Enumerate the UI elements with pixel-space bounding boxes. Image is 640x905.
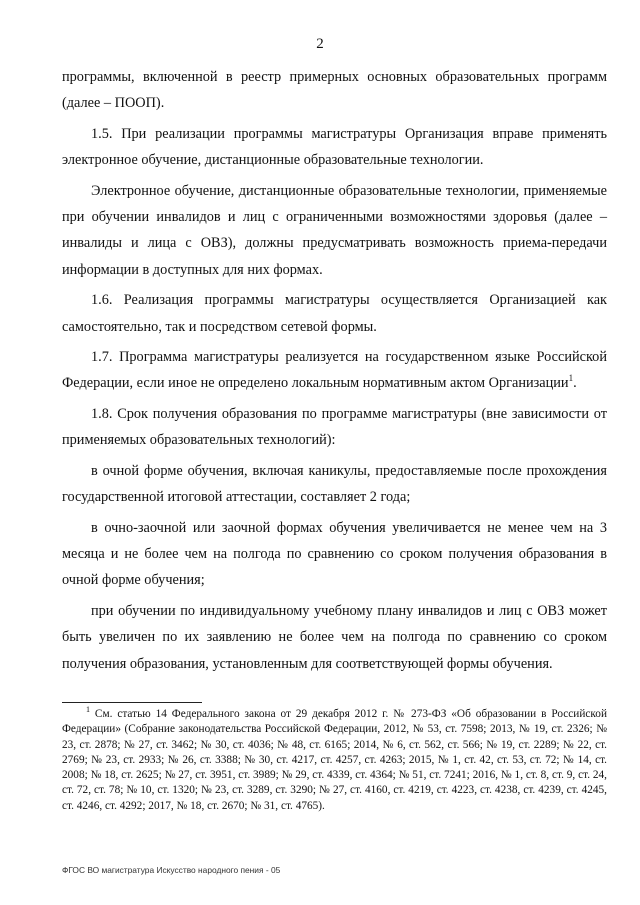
document-body: [62, 64, 607, 681]
footnote-reference[interactable]: 1: [568, 373, 574, 384]
paragraph-1-7: [62, 344, 607, 397]
paragraph-distance-learning: Электронное обучение, дистанционные образовательные технологии, применяемые при обучении инвалидов и лиц с ограниченными возможностями здоровья (далее – инвалиды и лица с ОВЗ), должны предусматривать возможность приема-передачи информации в доступных для них формах.: [62, 182, 607, 278]
paragraph-1-7-text: 1.7. Программа магистратуры реализуется на государственном языке Российской Федерации, если иное не определено локальным нормативным актом Организации: [62, 349, 607, 392]
footnote-marker: 1: [86, 705, 90, 714]
footnote-text: См. статью 14 Федерального закона от 29 декабря 2012 г. № 273-ФЗ «Об образовании в Российской Федерации» (Собрание законодательства Российской Федерации, 2012, № 53, ст. 7598; 2013, № 19, ст. 2326; № 23, ст. 2878; № 27, ст. 3462; № 30, ст. 4036; № 48, ст. 6165; 2014, № 6, ст. 562, ст. 566; № 19, ст. 2289; № 22, ст. 2769; № 23, ст. 2933; № 26, ст. 3388; № 30, ст. 4217, ст. 4257, ст. 4263; 2015, № 1, ст. 42, ст. 53, ст. 72; № 14, ст. 2008; № 18, ст. 2625; № 27, ст. 3951, ст. 3989; № 29, ст. 4339, ст. 4364; № 51, ст. 7241; 2016, № 1, ст. 8, ст. 9, ст. 24, ст. 72, ст. 78; № 10, ст. 1320; № 23, ст. 3289, ст. 3290; № 27, ст. 4160, ст. 4219, ст. 4223, ст. 4238, ст. 4239, ст. 4245, ст. 4246, ст. 4292; 2017, № 18, ст. 2670; № 31, ст. 4765).: [62, 708, 608, 812]
footnote-divider: [62, 702, 202, 703]
paragraph-poop-continuation: программы, включенной в реестр примерных основных образовательных программ (далее – ПООП).: [62, 69, 607, 112]
page-number: 2: [316, 36, 324, 52]
paragraph-part-time: в очно-заочной или заочной формах обучения увеличивается не менее чем на 3 месяца и не более чем на полгода по сравнению со сроком получения образования в очной форме обучения;: [62, 519, 607, 589]
footnote: [62, 707, 607, 814]
paragraph-1-5: 1.5. При реализации программы магистратуры Организация вправе применять электронное обучение, дистанционные образовательные технологии.: [62, 125, 607, 169]
paragraph-1-6: 1.6. Реализация программы магистратуры осуществляется Организацией как самостоятельно, так и посредством сетевой формы.: [62, 292, 607, 335]
paragraph-individual-plan: при обучении по индивидуальному учебному плану инвалидов и лиц с ОВЗ может быть увеличен по их заявлению не более чем на полгода по сравнению со сроком получения образования, установленным для соответствующей формы обучения.: [62, 602, 607, 672]
paragraph-1-8: 1.8. Срок получения образования по программе магистратуры (вне зависимости от применяемых образовательных технологий):: [62, 405, 607, 449]
paragraph-full-time: в очной форме обучения, включая каникулы, предоставляемые после прохождения государственной итоговой аттестации, составляет 2 года;: [62, 462, 607, 506]
document-stamp: ФГОС ВО магистратура Искусство народного пения - 05: [62, 865, 281, 875]
paragraph-1-7-end: .: [573, 375, 577, 392]
